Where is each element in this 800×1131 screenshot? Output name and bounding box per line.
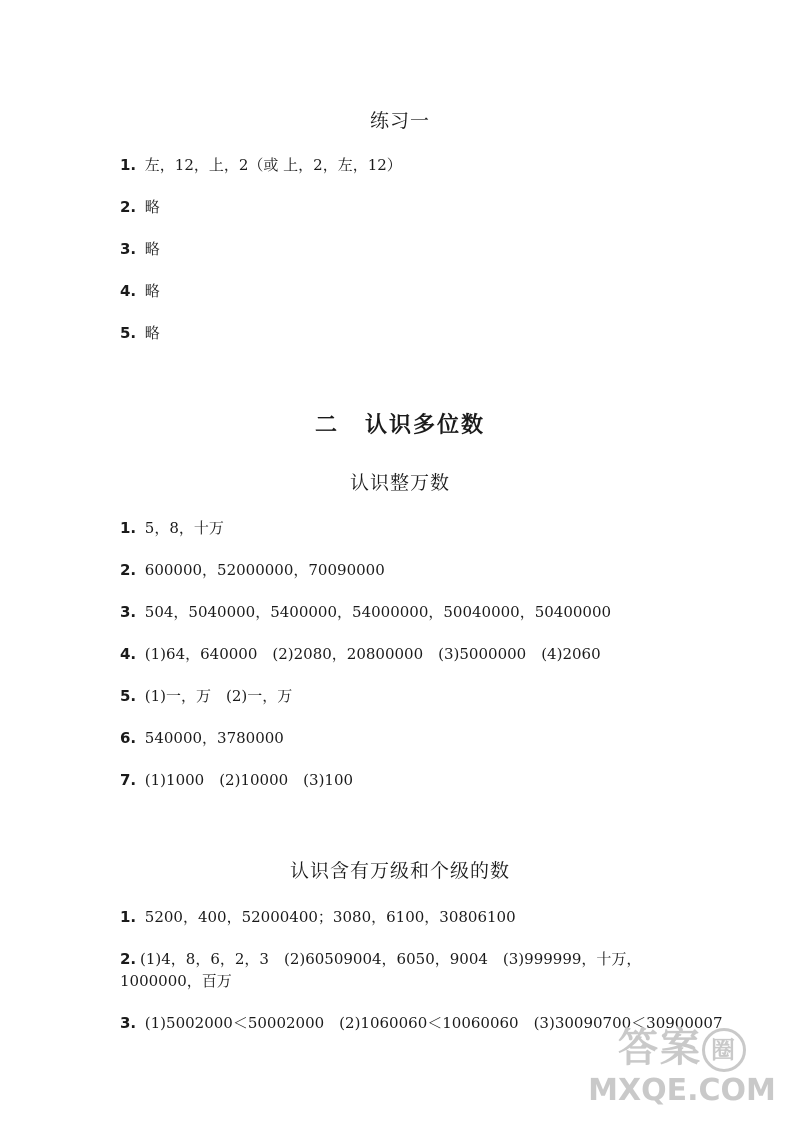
item-answer: 5200，400，52000400；3080，6100，30806100 <box>144 908 516 926</box>
item-number: 3. <box>120 603 137 621</box>
list-item <box>120 769 700 791</box>
item-answer: 略 <box>144 324 160 342</box>
item-answer: 略 <box>144 198 160 216</box>
item-number: 7. <box>120 771 137 789</box>
item-answer: 略 <box>144 240 160 258</box>
item-answer: (1)一，万 (2)一，万 <box>144 687 293 705</box>
list-item <box>120 154 700 176</box>
chapter-name: 认识多位数 <box>365 413 486 438</box>
item-answer: 5，8，十万 <box>144 519 224 537</box>
item-answer: (1)64，640000 (2)2080，20800000 (3)5000000 (4)2060 <box>144 645 601 663</box>
list-item <box>120 906 700 928</box>
list-item <box>120 238 700 260</box>
item-number: 1. <box>120 519 137 537</box>
item-answer: (1)1000 (2)10000 (3)100 <box>144 771 354 789</box>
item-number: 1. <box>120 908 137 926</box>
item-answer: 略 <box>144 282 160 300</box>
item-answer: (1)4，8，6，2，3 (2)60509004，6050，9004 (3)999999，十万，1000000，百万 <box>120 950 642 990</box>
item-number: 2. <box>120 198 137 216</box>
item-number: 2. <box>120 950 137 968</box>
item-number: 6. <box>120 729 137 747</box>
item-answer: 540000，3780000 <box>144 729 284 747</box>
item-answer: (1)5002000＜50002000 (2)1060060＜10060060 (3)30090700＜30900007 <box>144 1014 723 1032</box>
watermark-badge-icon: 圈 <box>702 1028 746 1072</box>
list-item <box>120 196 700 218</box>
item-number: 1. <box>120 156 137 174</box>
item-number: 2. <box>120 561 137 579</box>
section-title-whole-ten-thousands: 认识整万数 <box>349 472 450 494</box>
item-number: 4. <box>120 645 137 663</box>
item-number: 3. <box>120 1014 137 1032</box>
site-watermark <box>582 1023 782 1123</box>
list-item <box>120 643 700 665</box>
section-title-ten-thousands-and-ones-levels: 认识含有万级和个级的数 <box>289 860 510 882</box>
chapter-title <box>0 408 800 439</box>
list-item <box>120 948 692 992</box>
list-item <box>120 601 700 623</box>
chapter-number: 二 <box>314 413 339 438</box>
item-number: 5. <box>120 687 137 705</box>
list-item <box>120 685 700 707</box>
item-answer: 左，12，上，2（或 上，2，左，12） <box>144 156 402 174</box>
section-title-practice-1: 练习一 <box>369 110 430 132</box>
list-item <box>120 559 700 581</box>
watermark-text: 答案 <box>618 1025 702 1071</box>
item-answer: 504，5040000，5400000，54000000，50040000，50400000 <box>144 603 612 621</box>
item-number: 4. <box>120 282 137 300</box>
list-item <box>120 322 700 344</box>
item-answer: 600000，52000000，70090000 <box>144 561 385 579</box>
list-item <box>120 517 700 539</box>
watermark-domain: MXQE.COM <box>588 1073 776 1108</box>
list-item <box>120 280 700 302</box>
item-number: 3. <box>120 240 137 258</box>
list-item <box>120 727 700 749</box>
item-number: 5. <box>120 324 137 342</box>
